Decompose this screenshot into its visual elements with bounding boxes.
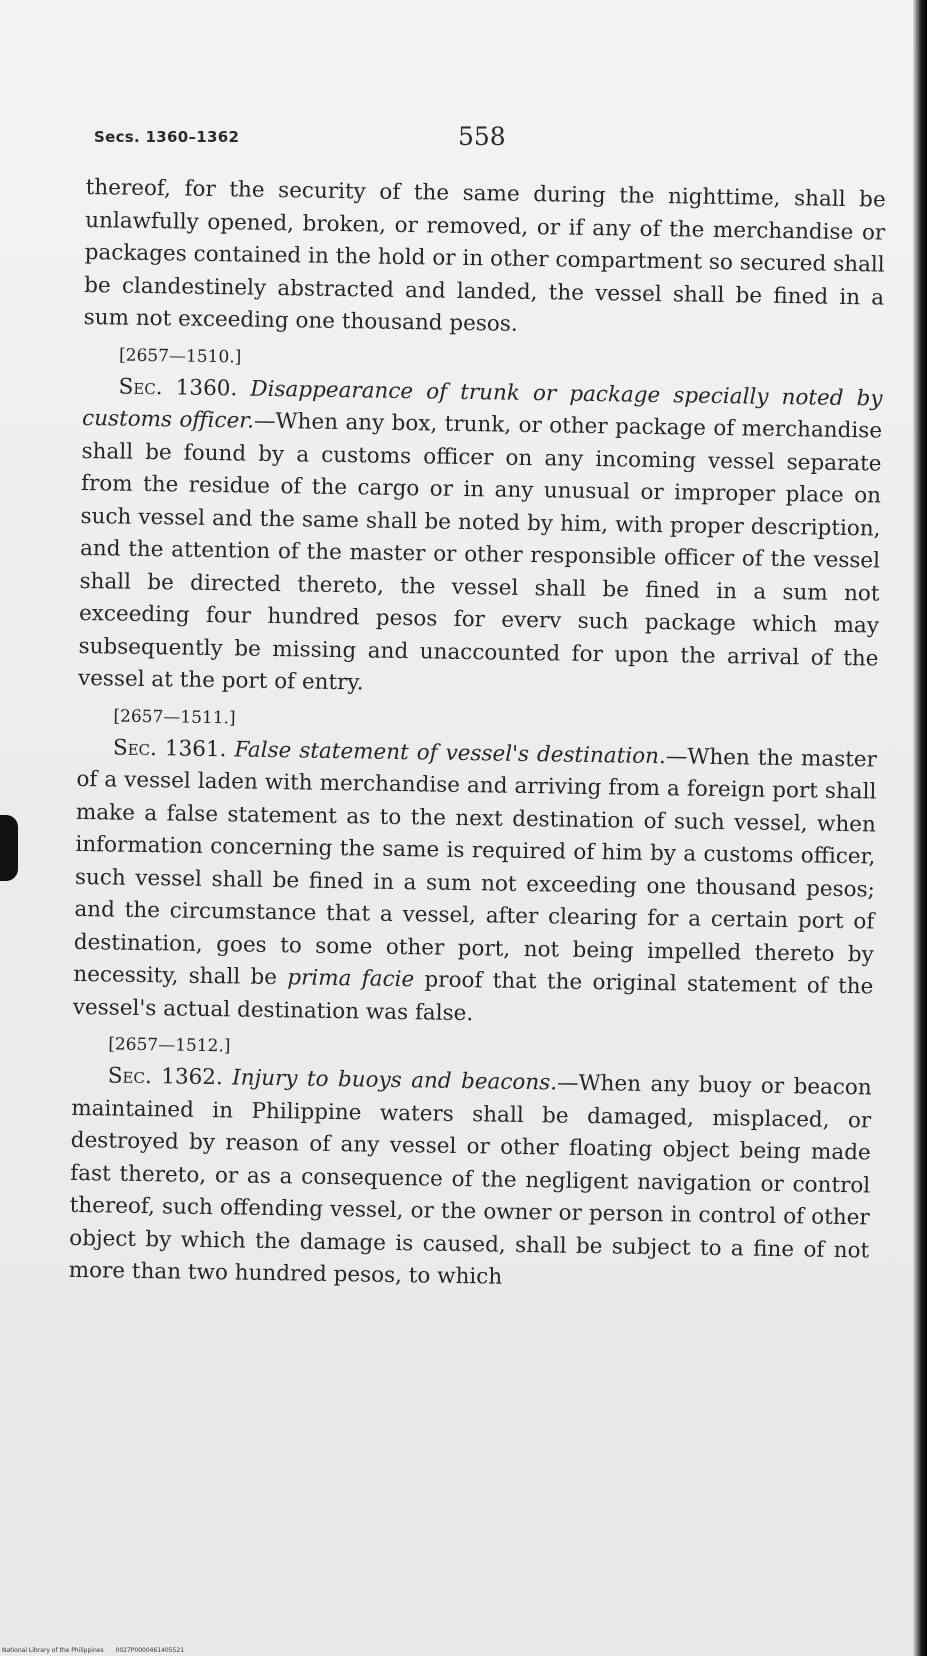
page-header bbox=[94, 122, 874, 152]
section-text: —When any buoy or beacon maintained in Philippine waters shall be damaged, misplaced, or destroyed by reason of any vessel or other floating object being made fast thereto, or as a consequence of the negligent navigation or control thereof, such offending vessel, or the owner or person in control of other object by which the damage is caused, shall be subject to a fine of not more than two hundred pesos, to which bbox=[68, 1070, 872, 1290]
running-head: Secs. 1360–1362 bbox=[94, 128, 240, 146]
section-1361 bbox=[73, 731, 877, 1036]
section-title: Disappearance of trunk or package specially noted by customs officer. bbox=[81, 376, 883, 434]
scan-ink-blot bbox=[0, 815, 18, 881]
section-label: Sec. 1361. bbox=[112, 734, 227, 762]
citation-1360: [2657—1510.] bbox=[118, 345, 242, 367]
section-label: Sec. 1360. bbox=[118, 374, 238, 401]
citation-1361: [2657—1511.] bbox=[113, 705, 236, 728]
continued-paragraph: thereof, for the security of the same during the nighttime, shall be unlawfully opened, broken, or removed, or if any of the merchandise or packages contained in the hold or in other compartment so secured shall be clandestinely abstracted and landed, the vessel shall be fined in a sum not exceeding one thousand pesos. bbox=[83, 174, 886, 337]
section-text: proof that the original statement of the vessel's actual destination was false. bbox=[72, 967, 874, 1026]
section-label: Sec. 1362. bbox=[107, 1063, 223, 1091]
footer-source: National Library of the Philippines bbox=[2, 1647, 104, 1654]
section-text: —When any box, trunk, or other package of merchandise shall be found by a customs officer on any incoming vessel separate from the residue of the cargo or in any unusual or improper place on such vessel and the same shall be noted by him, with proper description, and the attention of the master or other responsible officer of the vessel shall be directed thereto, the vessel shall be fined in a sum not exceeding four hundred pesos for everv such package which may subsequently be missing and unaccounted for upon the arrival of the vessel at the port of entry. bbox=[77, 408, 883, 696]
section-title: False statement of vessel's destination. bbox=[234, 736, 667, 769]
page-number: 558 bbox=[458, 122, 506, 151]
scan-edge-shadow bbox=[913, 0, 927, 1656]
page-body bbox=[68, 172, 885, 1300]
scan-footer bbox=[2, 1647, 184, 1654]
citation-1362: [2657—1512.] bbox=[108, 1034, 231, 1057]
section-1362 bbox=[68, 1060, 871, 1300]
section-text: —When the master of a vessel laden with merchandise and arriving from a foreign port shall make a false statement as to the next destination of such vessel, when information concerning the same is required of him by a customs officer, such vessel shall be fined in a sum not exceeding one thousand pesos; and the circumstance that a vessel, after clearing for a certain port of destination, goes to some other port, not being impelled thereto by necessity, shall be bbox=[73, 743, 878, 991]
footer-identifier: 0027P0000461405521 bbox=[115, 1647, 185, 1654]
latin-term: prima facie bbox=[287, 965, 415, 993]
section-title: Injury to buoys and beacons. bbox=[232, 1065, 558, 1096]
section-1360 bbox=[78, 370, 883, 708]
